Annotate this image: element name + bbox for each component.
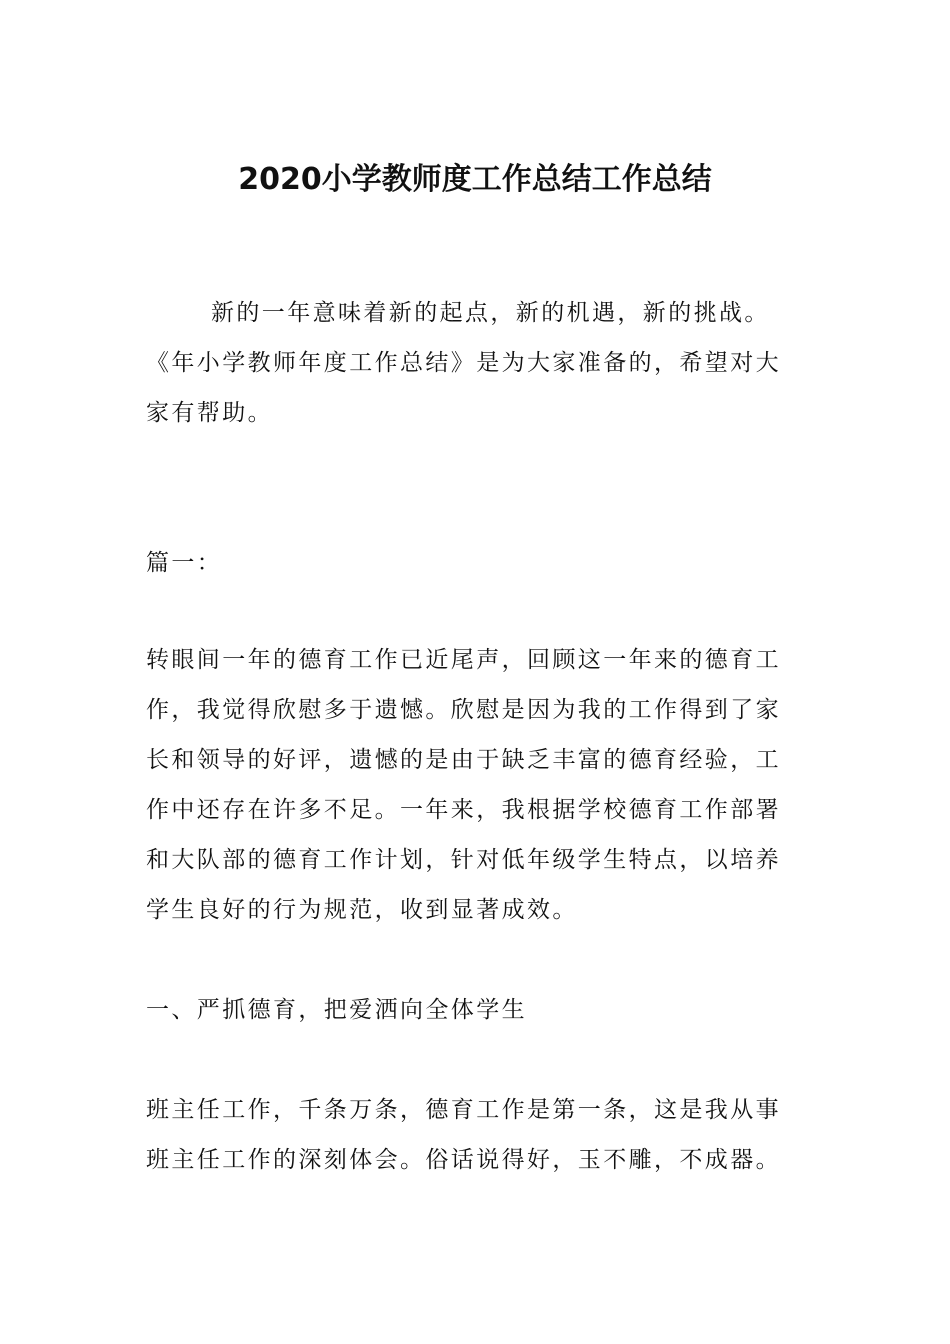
section-label-block [146, 538, 806, 588]
paragraph-block-2 [146, 1085, 806, 1185]
paragraph-block-1 [146, 635, 806, 935]
intro-block [146, 288, 806, 438]
heading-block-1 [146, 985, 806, 1035]
section-heading-1: 一、严抓德育，把爱洒向全体学生 [146, 997, 527, 1023]
intro-paragraph: 新的一年意味着新的起点，新的机遇，新的挑战。《年小学教师年度工作总结》是为大家准备的，希望对大家有帮助。 [146, 300, 781, 426]
body-paragraph-2: 班主任工作，千条万条，德育工作是第一条，这是我从事班主任工作的深刻体会。俗话说得好，玉不雕，不成器。 [146, 1097, 781, 1173]
body-paragraph-1: 转眼间一年的德育工作已近尾声，回顾这一年来的德育工作，我觉得欣慰多于遗憾。欣慰是因为我的工作得到了家长和领导的好评，遗憾的是由于缺乏丰富的德育经验，工作中还存在许多不足。一年来，我根据学校德育工作部署和大队部的德育工作计划，针对低年级学生特点，以培养学生良好的行为规范，收到显著成效。 [146, 647, 781, 923]
document-title: 2020小学教师度工作总结工作总结 [238, 162, 712, 197]
section-label: 篇一： [146, 550, 223, 576]
